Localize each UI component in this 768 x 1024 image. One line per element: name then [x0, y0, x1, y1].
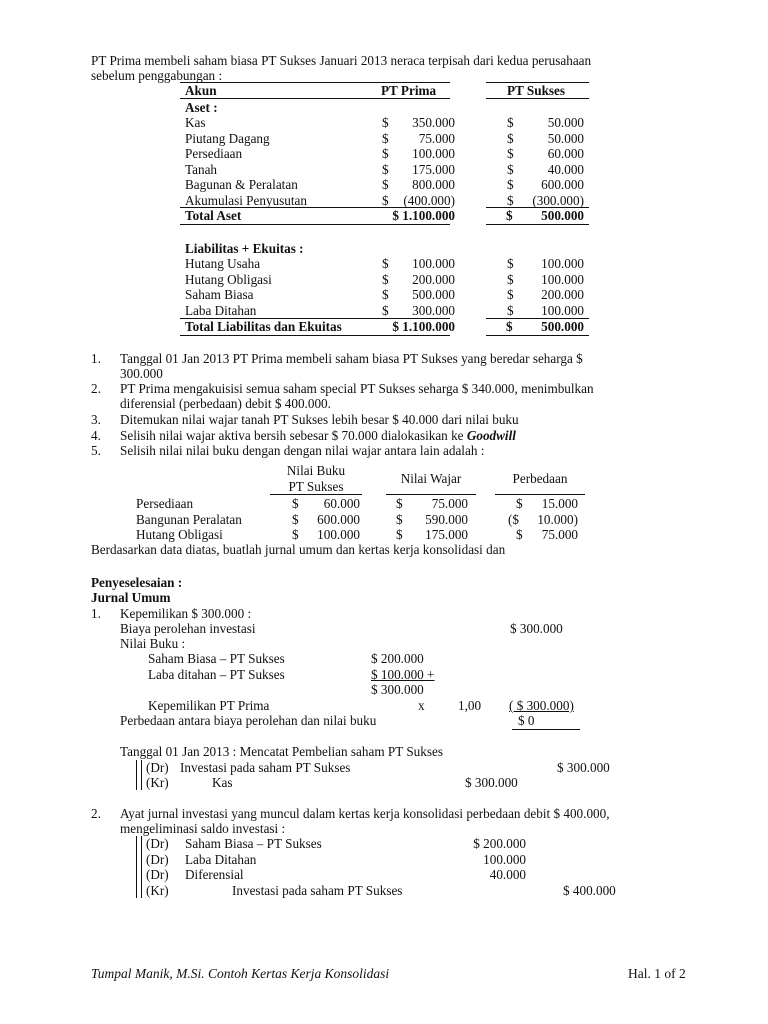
journal-2-dr-text: Saham Biasa – PT Sukses [185, 836, 322, 851]
liab-row-sukses-value: 100.000 [541, 302, 584, 318]
journal-2-dr-text: Laba Ditahan [185, 851, 257, 867]
step-2-line-1: Ayat jurnal investasi yang muncul dalam kertas kerja konsolidasi perbedaan debit $ 400.000, [120, 806, 610, 821]
list-item-5-num: 5. [91, 443, 101, 458]
goodwill-term: Goodwill [466, 428, 516, 443]
perbedaan-label: Perbedaan antara biaya perolehan dan nilai buku [120, 713, 377, 728]
journal-2-dr-tag: (Dr) [146, 836, 169, 851]
diff-row-beda-value: 75.000 [541, 527, 578, 542]
total-aset-prima: $ 1.100.000 [392, 208, 455, 223]
step-2-num: 2. [91, 806, 101, 821]
aset-row-prima-dollar: $ [382, 192, 389, 208]
liab-row-sukses-dollar: $ [507, 271, 514, 287]
journal-1-dr-text: Investasi pada saham PT Sukses [180, 760, 351, 775]
intro-line-2: sebelum penggabungan : [91, 68, 223, 83]
journal-2-kr-text: Investasi pada saham PT Sukses [232, 883, 403, 898]
liab-row-sukses-dollar: $ [507, 302, 514, 318]
diff-row-wajar-value: 175.000 [425, 527, 468, 542]
liab-row-sukses-dollar: $ [507, 256, 514, 271]
aset-row-sukses-dollar: $ [507, 177, 514, 192]
diff-row-beda-open: ($ [508, 511, 519, 527]
kepemilikan-label: Kepemilikan PT Prima [148, 698, 270, 713]
nilai-buku-label: Nilai Buku : [120, 636, 186, 651]
biaya-label: Biaya perolehan investasi [120, 621, 256, 636]
total-aset-sukses: 500.000 [541, 208, 584, 223]
laba-value: $ 100.000 + [371, 667, 435, 682]
list-item-1-line-2: 300.000 [120, 366, 163, 381]
aset-row-prima-dollar: $ [382, 115, 389, 130]
aset-row-label: Tanah [185, 161, 218, 177]
diff-row-buku-dollar: $ [292, 511, 299, 527]
multiply-sign: x [418, 698, 425, 713]
aset-row-label: Kas [185, 115, 206, 130]
list-item-3-num: 3. [91, 412, 101, 427]
total-liab-sukses: 500.000 [541, 319, 584, 334]
liab-row-sukses-value: 100.000 [541, 271, 584, 287]
diff-row-beda-dollar: $ [516, 496, 523, 511]
aset-label: Aset : [185, 100, 218, 115]
list-item-2-line-2: diferensial (perbedaan) debit $ 400.000. [120, 396, 331, 411]
aset-row-prima-value: 100.000 [412, 146, 455, 161]
aset-row-sukses-dollar: $ [507, 115, 514, 130]
aset-row-sukses-value: (300.000) [532, 192, 584, 208]
journal-2-dr-value: $ 200.000 [473, 836, 526, 851]
liab-row-label: Saham Biasa [185, 287, 254, 302]
step-1-num: 1. [91, 606, 101, 621]
journal-2-dr-value: 40.000 [489, 867, 526, 882]
diff-row-wajar-value: 590.000 [425, 511, 468, 527]
diff-row-wajar-value: 75.000 [431, 496, 468, 511]
header-nilai-buku-2: PT Sukses [288, 479, 344, 494]
liab-row-label: Laba Ditahan [185, 302, 257, 318]
intro-line-1: PT Prima membeli saham biasa PT Sukses Januari 2013 neraca terpisah dari kedua perusahaan [91, 53, 592, 68]
instruction-text: Berdasarkan data diatas, buatlah jurnal umum dan kertas kerja konsolidasi dan [91, 542, 506, 557]
diff-row-buku-dollar: $ [292, 527, 299, 542]
journal-2-dr-tag: (Dr) [146, 851, 169, 867]
aset-row-prima-value: 75.000 [418, 130, 455, 146]
liabilitas-label: Liabilitas + Ekuitas : [185, 241, 304, 256]
aset-row-prima-value: (400.000) [403, 192, 455, 208]
total-aset-sukses-dollar: $ [506, 208, 513, 223]
journal-2-kr-tag: (Kr) [146, 883, 169, 898]
liab-row-prima-value: 500.000 [412, 287, 455, 302]
step-1-heading: Kepemilikan $ 300.000 : [120, 606, 252, 621]
liab-row-prima-dollar: $ [382, 302, 389, 318]
header-nilai-wajar: Nilai Wajar [400, 471, 462, 486]
solution-subtitle: Jurnal Umum [91, 590, 171, 605]
journal-1-dr-value: $ 300.000 [557, 760, 610, 775]
saham-label: Saham Biasa – PT Sukses [148, 651, 285, 666]
liab-row-prima-dollar: $ [382, 287, 389, 302]
aset-row-sukses-dollar: $ [507, 192, 514, 208]
aset-row-sukses-dollar: $ [507, 146, 514, 161]
footer-author: Tumpal Manik, M.Si. Contoh Kertas Kerja Konsolidasi [91, 966, 390, 981]
footer-page: Hal. 1 of 2 [628, 966, 686, 981]
aset-row-sukses-value: 50.000 [547, 115, 584, 130]
liab-row-prima-value: 100.000 [412, 256, 455, 271]
liab-row-prima-dollar: $ [382, 256, 389, 271]
aset-row-sukses-value: 50.000 [547, 130, 584, 146]
diff-row-buku-dollar: $ [292, 496, 299, 511]
tanggal-text: Tanggal 01 Jan 2013 : Mencatat Pembelian saham PT Sukses [120, 744, 443, 759]
diff-row-buku-value: 60.000 [323, 496, 360, 511]
liab-row-prima-value: 200.000 [412, 271, 455, 287]
diff-row-buku-value: 600.000 [317, 511, 360, 527]
aset-row-label: Bagunan & Peralatan [185, 177, 298, 192]
diff-row-wajar-dollar: $ [396, 511, 403, 527]
total-liab-sukses-dollar: $ [506, 319, 513, 334]
aset-row-prima-dollar: $ [382, 130, 389, 146]
liab-row-label: Hutang Obligasi [185, 271, 272, 287]
list-item-1-num: 1. [91, 351, 101, 366]
total-liab-prima: $ 1.100.000 [392, 319, 455, 334]
journal-2-dr-value: 100.000 [483, 851, 526, 867]
laba-label: Laba ditahan – PT Sukses [148, 667, 285, 682]
kepemilikan-value: ( $ 300.000) [509, 698, 574, 713]
solution-title: Penyeselesaian : [91, 575, 183, 590]
aset-row-prima-dollar: $ [382, 161, 389, 177]
perbedaan-value: $ 0 [518, 713, 535, 728]
aset-row-sukses-dollar: $ [507, 130, 514, 146]
factor-value: 1,00 [458, 698, 482, 713]
liab-row-sukses-dollar: $ [507, 287, 514, 302]
list-item-1-line-1: Tanggal 01 Jan 2013 PT Prima membeli saham biasa PT Sukses yang beredar seharga $ [120, 351, 583, 366]
header-pt-sukses: PT Sukses [507, 83, 566, 98]
aset-row-label: Persediaan [185, 146, 243, 161]
header-nilai-buku-1: Nilai Buku [286, 463, 346, 478]
aset-row-prima-value: 175.000 [412, 161, 455, 177]
header-perbedaan: Perbedaan [512, 471, 568, 486]
step-2-line-2: mengeliminasi saldo investasi : [120, 821, 286, 836]
diff-row-beda-value: 10.000) [537, 511, 578, 527]
list-item-2-num: 2. [91, 381, 101, 396]
list-item-4-num: 4. [91, 428, 101, 443]
diff-row-wajar-dollar: $ [396, 496, 403, 511]
total-aset-label: Total Aset [185, 208, 242, 223]
diff-row-wajar-dollar: $ [396, 527, 403, 542]
diff-row-label: Hutang Obligasi [136, 527, 223, 542]
total-liab-label: Total Liabilitas dan Ekuitas [185, 319, 342, 334]
aset-row-sukses-value: 60.000 [547, 146, 584, 161]
journal-2-kr-value: $ 400.000 [563, 883, 616, 898]
journal-2-dr-tag: (Dr) [146, 867, 169, 882]
diff-row-label: Persediaan [136, 496, 194, 511]
header-akun: Akun [185, 83, 217, 98]
header-pt-prima: PT Prima [381, 83, 437, 98]
diff-row-beda-dollar: $ [516, 527, 523, 542]
journal-1-kr-tag: (Kr) [146, 775, 169, 790]
aset-row-sukses-dollar: $ [507, 161, 514, 177]
liab-row-sukses-value: 200.000 [541, 287, 584, 302]
diff-row-label: Bangunan Peralatan [136, 511, 242, 527]
biaya-value: $ 300.000 [510, 621, 563, 636]
journal-1-kr-text: Kas [212, 775, 233, 790]
aset-row-prima-value: 800.000 [412, 177, 455, 192]
journal-1-dr-tag: (Dr) [146, 760, 169, 775]
aset-row-sukses-value: 600.000 [541, 177, 584, 192]
journal-1-kr-value: $ 300.000 [465, 775, 518, 790]
aset-row-sukses-value: 40.000 [547, 161, 584, 177]
list-item-4-line-1: Selisih nilai wajar aktiva bersih sebesar $ 70.000 dialokasikan ke Goodwill [120, 428, 516, 443]
liab-row-prima-dollar: $ [382, 271, 389, 287]
diff-row-beda-value: 15.000 [541, 496, 578, 511]
liab-row-label: Hutang Usaha [185, 256, 261, 271]
diff-row-buku-value: 100.000 [317, 527, 360, 542]
liab-row-sukses-value: 100.000 [541, 256, 584, 271]
sum-value: $ 300.000 [371, 682, 424, 697]
aset-row-prima-dollar: $ [382, 146, 389, 161]
aset-row-prima-value: 350.000 [412, 115, 455, 130]
journal-2-dr-text: Diferensial [185, 867, 244, 882]
saham-value: $ 200.000 [371, 651, 424, 666]
aset-row-label: Akumulasi Penyusutan [185, 192, 307, 208]
liab-row-prima-value: 300.000 [412, 302, 455, 318]
aset-row-label: Piutang Dagang [185, 130, 270, 146]
list-item-5-line-1: Selisih nilai nilai buku dengan dengan nilai wajar antara lain adalah : [120, 443, 485, 458]
list-item-3-line-1: Ditemukan nilai wajar tanah PT Sukses lebih besar $ 40.000 dari nilai buku [120, 412, 519, 427]
aset-row-prima-dollar: $ [382, 177, 389, 192]
list-item-2-line-1: PT Prima mengakuisisi semua saham special PT Sukses seharga $ 340.000, menimbulkan [120, 381, 594, 396]
